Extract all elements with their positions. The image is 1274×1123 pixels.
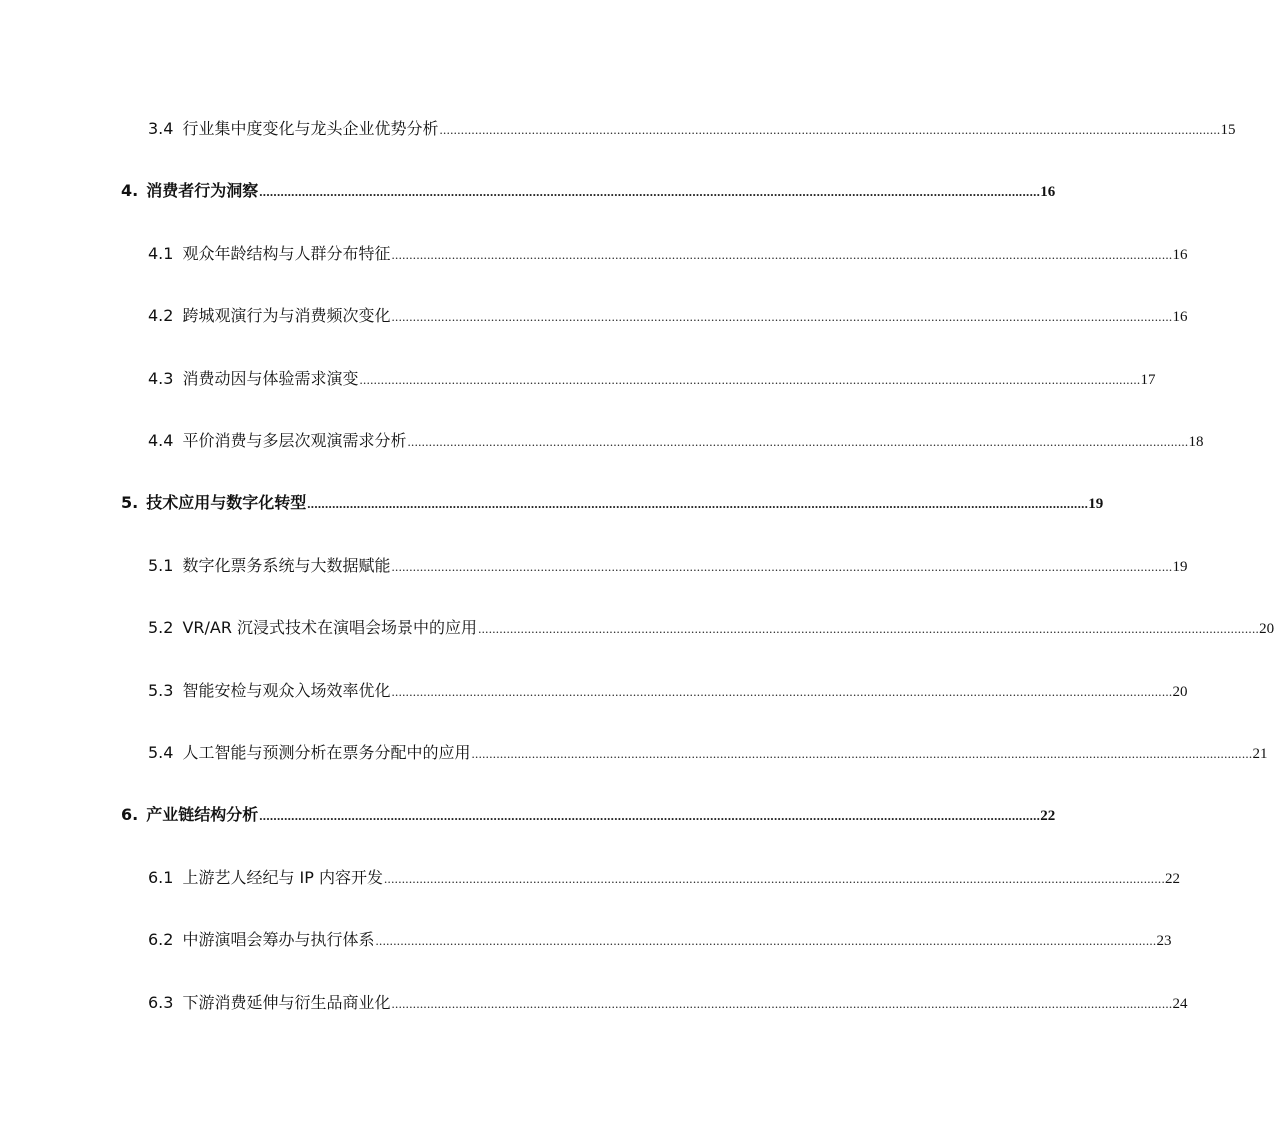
toc-section-entry[interactable] xyxy=(148,118,1236,141)
toc-entry-title: 技术应用与数字化转型 xyxy=(146,493,307,513)
toc-dot-leader: ............................................................................................................................................................................................................................ xyxy=(384,870,1165,886)
toc-entry-title: 观众年龄结构与人群分布特征 xyxy=(182,243,391,263)
toc-section-entry[interactable] xyxy=(148,929,1172,952)
toc-entry-number: 5.3 xyxy=(148,680,174,700)
toc-entry-page-number: 20 xyxy=(1259,621,1274,638)
toc-dot-leader: ............................................................................................................................................................................................................................ xyxy=(391,683,1173,699)
toc-entry-title: 行业集中度变化与龙头企业优势分析 xyxy=(182,119,439,138)
toc-entry-title: VR/AR 沉浸式技术在演唱会场景中的应用 xyxy=(182,618,478,638)
toc-entry-number: 6.1 xyxy=(148,867,174,887)
toc-dot-leader: ............................................................................................................................................................................................................................ xyxy=(375,933,1157,949)
toc-dot-leader: ............................................................................................................................................................................................................................ xyxy=(478,621,1260,637)
toc-entry-page-number: 21 xyxy=(1252,746,1268,762)
toc-dot-leader: ............................................................................................................................................................................................................................ xyxy=(391,246,1173,262)
toc-dot-leader: ............................................................................................................................................................................................................................ xyxy=(439,122,1221,137)
toc-entry-number: 6.3 xyxy=(148,992,174,1012)
toc-dot-leader: ............................................................................................................................................................................................................................ xyxy=(407,434,1189,449)
toc-entry-title: 下游消费延伸与衍生品商业化 xyxy=(182,992,391,1012)
toc-entry-page-number: 23 xyxy=(1156,933,1172,950)
toc-entry-title: 中游演唱会筹办与执行体系 xyxy=(182,930,375,950)
toc-chapter-entry[interactable] xyxy=(121,492,1104,515)
toc-entry-number: 6.2 xyxy=(148,930,174,950)
toc-dot-leader: ............................................................................................................................................................................................................................ xyxy=(391,309,1173,325)
toc-entry-number: 3.4 xyxy=(148,119,174,138)
toc-entry-page-number: 15 xyxy=(1220,122,1236,138)
toc-entry-title: 智能安检与观众入场效率优化 xyxy=(182,680,391,700)
toc-section-entry[interactable] xyxy=(148,243,1188,266)
toc-entry-page-number: 16 xyxy=(1172,246,1188,263)
toc-entry-page-number: 16 xyxy=(1172,309,1188,326)
toc-entry-page-number: 18 xyxy=(1188,434,1204,450)
toc-dot-leader: ............................................................................................................................................................................................................................ xyxy=(359,371,1141,387)
toc-section-entry[interactable] xyxy=(148,867,1180,890)
toc-entry-title: 消费动因与体验需求演变 xyxy=(182,368,359,388)
toc-section-entry[interactable] xyxy=(148,992,1188,1015)
toc-dot-leader: ............................................................................................................................................................................................................................ xyxy=(471,746,1253,761)
toc-entry-number: 5.4 xyxy=(148,743,174,762)
toc-dot-leader: ............................................................................................................................................................................................................................ xyxy=(259,184,1041,200)
toc-entry-title: 平价消费与多层次观演需求分析 xyxy=(182,431,407,450)
toc-entry-title: 消费者行为洞察 xyxy=(146,181,259,201)
toc-section-entry[interactable] xyxy=(148,430,1204,453)
toc-section-entry[interactable] xyxy=(148,305,1188,328)
toc-entry-page-number: 17 xyxy=(1140,371,1156,388)
toc-entry-title: 人工智能与预测分析在票务分配中的应用 xyxy=(182,743,471,762)
toc-entry-page-number: 24 xyxy=(1172,995,1188,1012)
toc-section-entry[interactable] xyxy=(148,617,1274,640)
toc-section-entry[interactable] xyxy=(148,742,1268,765)
toc-dot-leader: ............................................................................................................................................................................................................................ xyxy=(307,496,1089,512)
toc-section-entry[interactable] xyxy=(148,680,1188,703)
toc-entry-page-number: 20 xyxy=(1172,683,1188,700)
toc-entry-title: 跨城观演行为与消费频次变化 xyxy=(182,306,391,326)
toc-entry-title: 上游艺人经纪与 IP 内容开发 xyxy=(182,867,383,887)
toc-entry-page-number: 22 xyxy=(1165,870,1180,887)
toc-entry-number: 4. xyxy=(121,181,139,201)
toc-entry-title: 产业链结构分析 xyxy=(146,805,259,825)
toc-entry-number: 4.4 xyxy=(148,431,174,450)
toc-entry-page-number: 22 xyxy=(1040,808,1056,825)
toc-entry-number: 5. xyxy=(121,493,139,513)
toc-entry-page-number: 19 xyxy=(1088,496,1104,513)
toc-dot-leader: ............................................................................................................................................................................................................................ xyxy=(391,995,1173,1011)
toc-chapter-entry[interactable] xyxy=(121,804,1056,827)
toc-entry-number: 4.2 xyxy=(148,306,174,326)
toc-dot-leader: ............................................................................................................................................................................................................................ xyxy=(391,558,1173,574)
toc-entry-number: 6. xyxy=(121,805,139,825)
toc-entry-number: 4.3 xyxy=(148,368,174,388)
toc-entry-number: 4.1 xyxy=(148,243,174,263)
toc-dot-leader: ............................................................................................................................................................................................................................ xyxy=(259,808,1041,824)
toc-chapter-entry[interactable] xyxy=(121,180,1056,203)
toc-entry-title: 数字化票务系统与大数据赋能 xyxy=(182,555,391,575)
toc-entry-page-number: 19 xyxy=(1172,558,1188,575)
toc-entry-number: 5.2 xyxy=(148,618,174,638)
toc-entry-page-number: 16 xyxy=(1040,184,1056,201)
toc-entry-number: 5.1 xyxy=(148,555,174,575)
toc-section-entry[interactable] xyxy=(148,368,1156,391)
toc-section-entry[interactable] xyxy=(148,555,1188,578)
